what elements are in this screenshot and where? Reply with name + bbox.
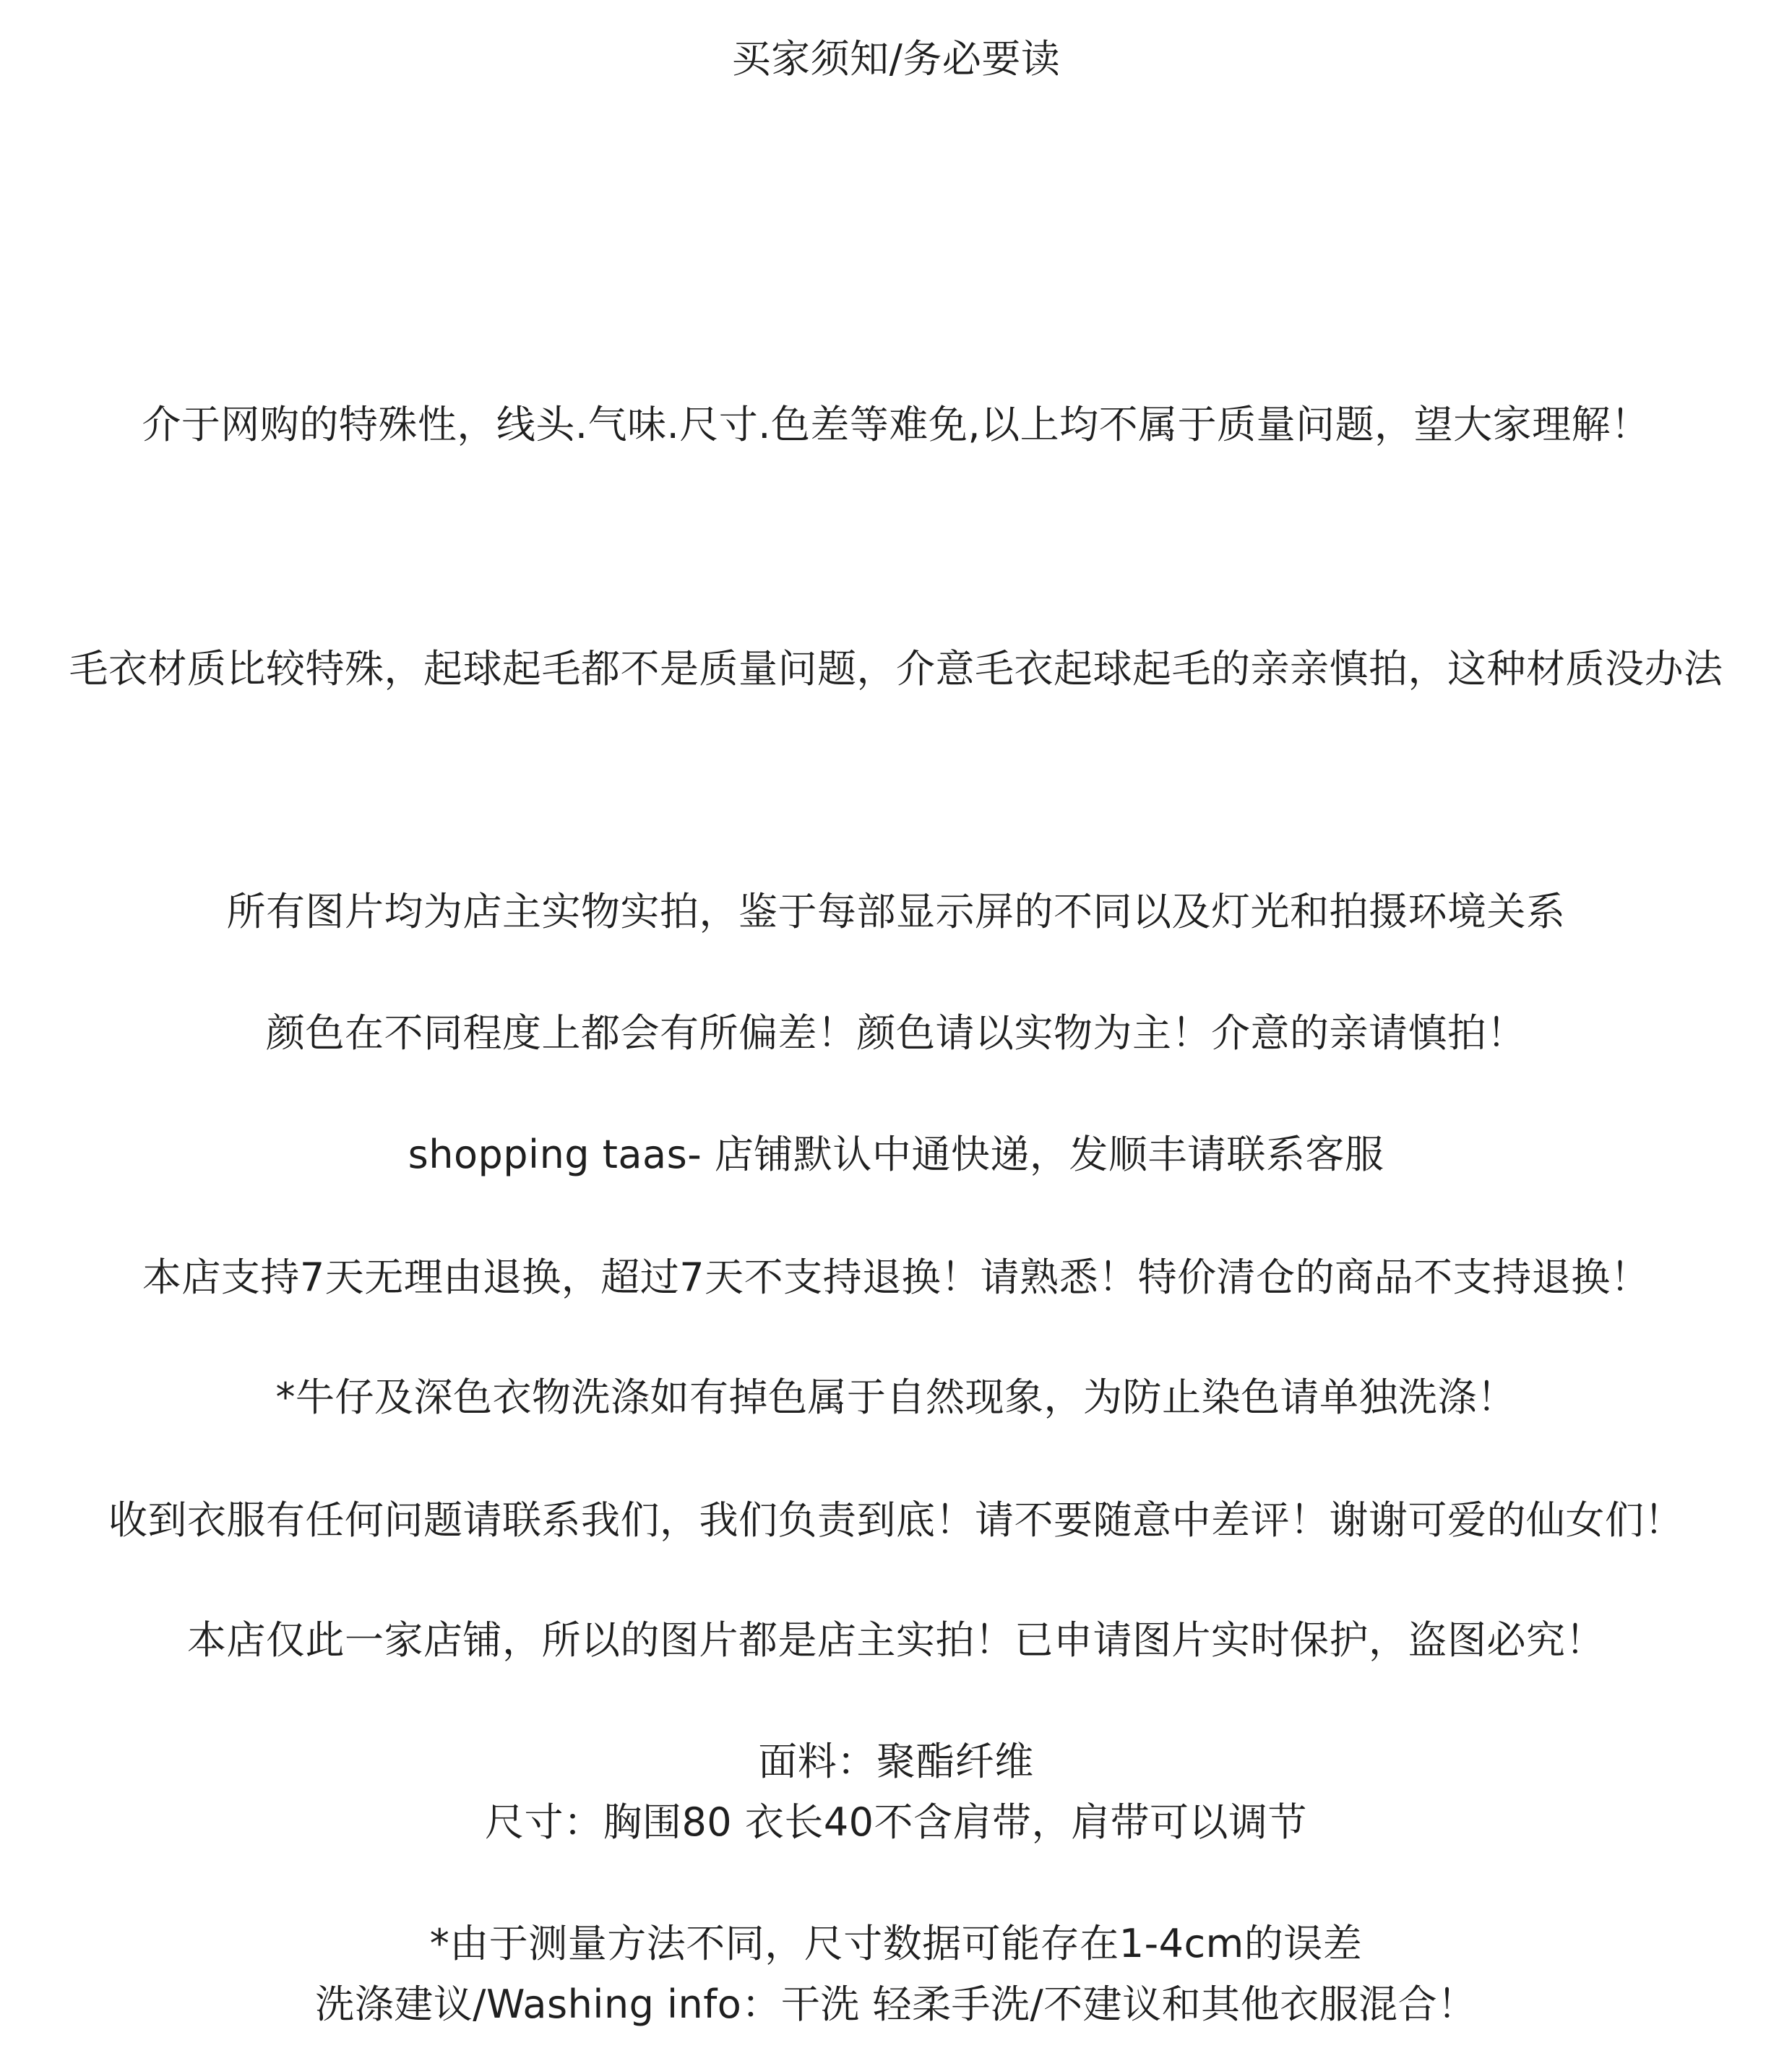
notice-return-policy: 本店支持7天无理由退换，超过7天不支持退换！请熟悉！特价清仓的商品不支持退换！ bbox=[142, 1255, 1650, 1300]
notice-color-deviation: 颜色在不同程度上都会有所偏差！颜色请以实物为主！介意的亲请慎拍！ bbox=[266, 1010, 1526, 1056]
size-info: 尺寸：胸围80 衣长40不含肩带，肩带可以调节 bbox=[484, 1799, 1308, 1845]
washing-info: 洗涤建议/Washing info：干洗 轻柔手洗/不建议和其他衣服混合！ bbox=[315, 1982, 1477, 2027]
notice-contact-us: 收到衣服有任何问题请联系我们，我们负责到底！请不要随意中差评！谢谢可爱的仙女们！ bbox=[108, 1497, 1684, 1543]
notice-only-store: 本店仅此一家店铺，所以的图片都是店主实拍！已申请图片实时保护，盗图必究！ bbox=[187, 1617, 1605, 1663]
measure-note: *由于测量方法不同，尺寸数据可能存在1-4cm的误差 bbox=[429, 1921, 1363, 1966]
notice-title: 买家须知/务必要读 bbox=[731, 36, 1061, 82]
notice-online-shopping: 介于网购的特殊性，线头.气味.尺寸.色差等难免,以上均不属于质量问题，望大家理解！ bbox=[142, 402, 1650, 447]
notice-photos-real: 所有图片均为店主实物实拍，鉴于每部显示屏的不同以及灯光和拍摄环境关系 bbox=[226, 889, 1566, 934]
notice-sweater-material: 毛衣材质比较特殊，起球起毛都不是质量问题，介意毛衣起球起毛的亲亲慎拍，这种材质没办法 bbox=[69, 646, 1723, 692]
fabric-info: 面料：聚酯纤维 bbox=[758, 1739, 1034, 1784]
notice-wash-dark: *牛仔及深色衣物洗涤如有掉色属于自然现象，为防止染色请单独洗涤！ bbox=[275, 1374, 1517, 1420]
notice-shipping: shopping taas- 店铺默认中通快递，发顺丰请联系客服 bbox=[408, 1132, 1384, 1177]
